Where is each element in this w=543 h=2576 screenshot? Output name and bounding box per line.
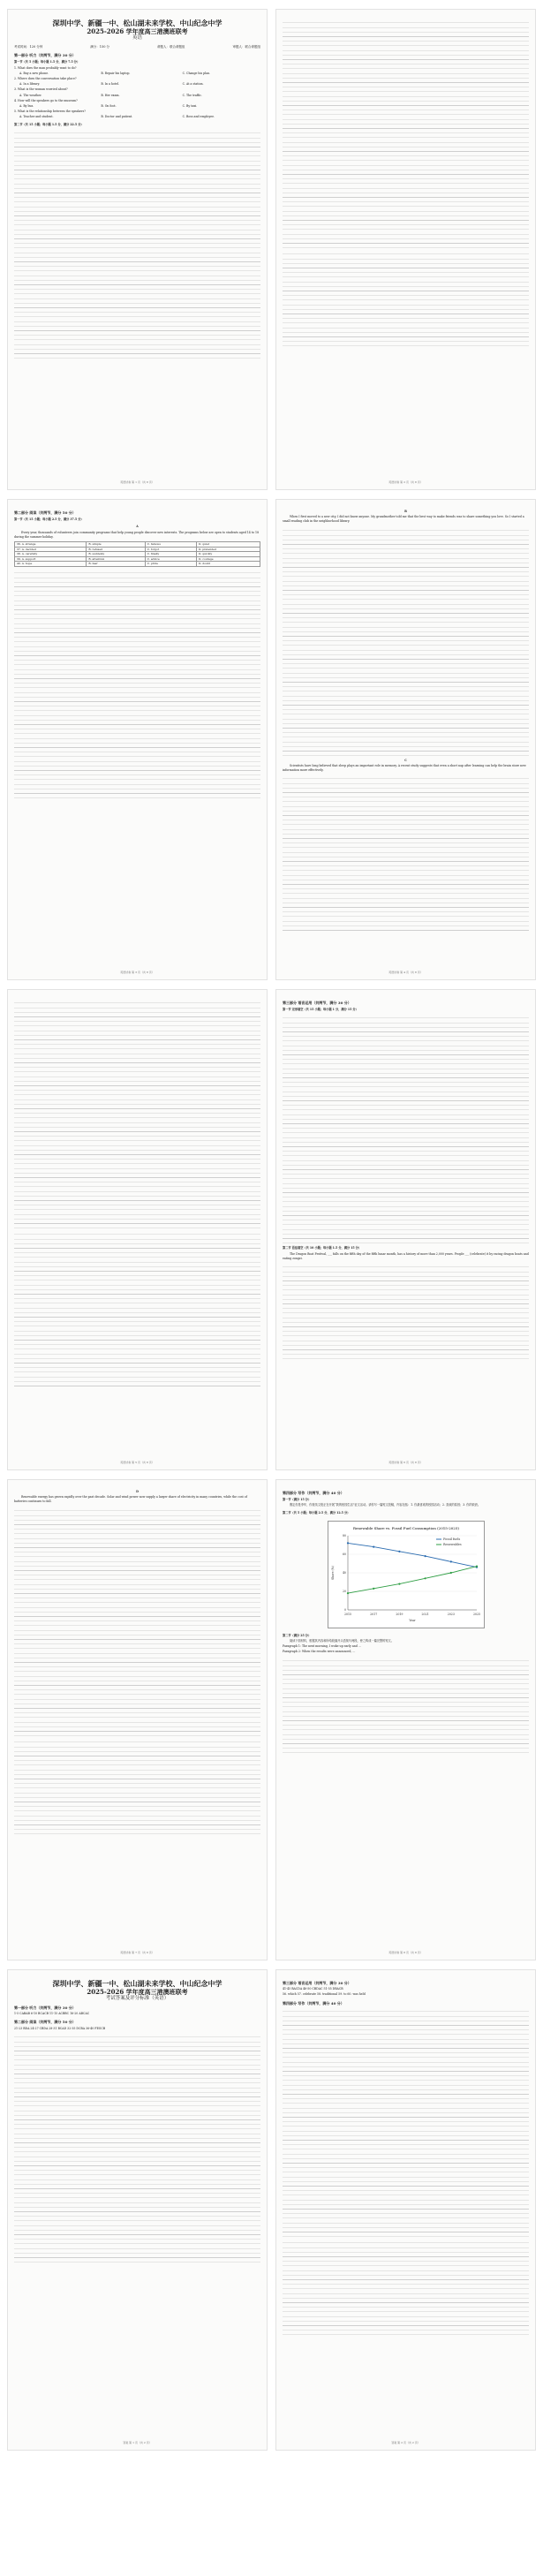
question-text-block: [283, 19, 529, 248]
listening-part-2: 第二节（共 15 小题；每小题 1.5 分，满分 22.5 分）: [14, 122, 84, 126]
question-text-block: [283, 2007, 529, 2237]
data-point: [398, 1551, 400, 1552]
exam-meta: 考试时间：120 分钟 满分：150 分 命题人：联合命题组 审题人：联合命题组: [14, 45, 260, 49]
passage-b-title: B: [404, 510, 407, 513]
page-row-4: [7, 1479, 536, 1960]
reading-answer-key: 21-23 BDA 24-27 CBDA 28-31 BCAD 32-35 DCBA 36-40 FEGCB: [14, 2026, 106, 2030]
writing-task-1: 假定你是李华，你校英文报正在开展“我的校园生活”征文活动。请你写一篇短文投稿，内容包括：1. 你最喜欢的校园活动；2. 喜欢的原因；3. 你的收获。: [290, 1503, 481, 1507]
answer-section-listening: 第一部分 听力（共两节，满分 30 分）: [14, 2006, 76, 2010]
data-point: [475, 1565, 477, 1567]
passage-d-text: Renewable energy has grown rapidly over the past decade. Solar and wind power now supply a larger share of electricity in many countries, while the cost of batteries continues to fall.: [14, 1495, 247, 1504]
answer-section-language: 第三部分 语言运用（共两节，满分 30 分）: [283, 1981, 351, 1985]
data-point: [449, 1572, 451, 1574]
cloze-heading: 第一节 完形填空（共 15 小题；每小题 1 分，满分 15 分）: [283, 1008, 358, 1012]
x-axis-label: Year: [408, 1618, 416, 1622]
grammar-heading: 第二节 语法填空（共 10 小题；每小题 1.5 分，满分 15 分）: [283, 1246, 362, 1250]
schools-heading: 深圳中学、新疆一中、松山湖未来学校、中山纪念中学: [52, 19, 222, 27]
y-tick-label: 40: [342, 1570, 346, 1575]
cloze-answer-key: 41-45 BACDA 46-50 CBDAC 51-55 DBACB: [283, 1987, 343, 1991]
data-point: [346, 1592, 348, 1594]
table-row: 38. A. carefully B. suddenly C. finally D. quickly: [15, 552, 260, 557]
question-4-options: A. By bus. B. On foot. C. By taxi.: [19, 104, 198, 109]
exam-page-3: [7, 499, 268, 980]
grammar-passage: The Dragon Boat Festival, ___ falls on the fifth day of the fifth lunar month, has a history of more than 2,000 years. People ___ (celebrate) it by racing dragon boats and eating zongzi.: [283, 1251, 529, 1260]
page-row-2: [7, 499, 536, 980]
question-text-block: [283, 2239, 529, 2336]
data-point: [424, 1555, 426, 1557]
data-point: [424, 1577, 426, 1579]
table-row: 39. A. support B. attention C. advice D. courage: [15, 556, 260, 562]
grammar-answer-key: 56. which 57. celebrate 58. traditional 59. to 60. was held: [283, 1992, 366, 1997]
question-text-block: [14, 129, 260, 359]
question-5: 5. What is the relationship between the speakers?: [14, 110, 87, 114]
question-text-block: [283, 1657, 529, 1754]
answer-section-reading: 第二部分 阅读（共两节，满分 50 分）: [14, 2020, 76, 2025]
exam-page-1: [7, 9, 268, 490]
cloze-options-table: [14, 541, 260, 567]
data-point: [449, 1560, 451, 1562]
question-4: 4. How will the speakers go to the museum?: [14, 98, 78, 102]
answer-page-2: [275, 1969, 536, 2451]
chart-title: Renewable Share vs. Fossil Fuel Consumption (2015-2025): [352, 1525, 459, 1530]
page-footer: 英语试卷 第 8 页（共 8 页）: [388, 1950, 423, 1954]
data-point: [373, 1545, 374, 1547]
question-text-block: [14, 2033, 260, 2262]
passage-a-text: Every year, thousands of volunteers join community programs that help young people discover new interests. The programs below are open to students aged 14 to 18 during the summer holiday.: [14, 530, 260, 539]
x-tick-label: 2025: [472, 1612, 480, 1616]
data-point: [398, 1583, 400, 1584]
question-text-block: [14, 999, 260, 1228]
writing-task-2: 阅读下面材料，根据其内容和所给段落开头语续写两段，使之构成一篇完整的短文。: [290, 1639, 394, 1643]
exam-page-7: [7, 1479, 268, 1960]
page-footer: 英语试卷 第 6 页（共 8 页）: [388, 1460, 423, 1464]
x-tick-label: 2023: [447, 1612, 455, 1616]
exam-page-4: [275, 499, 536, 980]
data-point: [373, 1588, 374, 1590]
exam-page-6: [275, 989, 536, 1470]
data-point: [346, 1542, 348, 1544]
page-row-3: [7, 989, 536, 1470]
passage-c-text: Scientists have long believed that sleep plays an important role in memory. A recent study suggests that even a short nap after learning can help the brain store new information more effectively.: [283, 763, 526, 773]
page-footer: 英语试卷 第 2 页（共 8 页）: [388, 480, 423, 484]
passage-d-title: D: [136, 1490, 139, 1493]
exam-title: 2025-2026 学年度高三港澳班联考: [87, 27, 188, 35]
question-text-block: [283, 250, 529, 347]
answer-section-writing: 第四部分 写作（共两节，满分 40 分）: [283, 2000, 344, 2006]
answer-schools-heading: 深圳中学、新疆一中、松山湖未来学校、中山纪念中学: [52, 1979, 222, 1988]
x-tick-label: 2021: [421, 1612, 429, 1616]
page-row-5: [7, 1969, 536, 2451]
x-tick-label: 2015: [343, 1612, 351, 1616]
question-5-options: A. Teacher and student. B. Doctor and patient. C. Boss and employee.: [19, 115, 215, 119]
table-row: 36. A. strange B. simple C. famous D. quiet: [15, 542, 260, 548]
answer-exam-title: 2025-2026 学年度高三港澳班联考: [87, 1988, 188, 1996]
legend-label: Fossil fuels: [442, 1537, 460, 1542]
y-tick-label: 60: [342, 1552, 346, 1556]
writing-para-1-prompt: Paragraph 1: The next morning, I woke up early and ...: [283, 1644, 361, 1649]
question-2-options: A. In a library. B. In a hotel. C. At a station.: [19, 82, 204, 87]
exam-page-5: [7, 989, 268, 1470]
page-footer: 答案 第 1 页（共 2 页）: [123, 2440, 152, 2444]
chart-svg: [328, 1522, 484, 1628]
page-footer: 英语试卷 第 1 页（共 8 页）: [120, 480, 155, 484]
question-text-block: [283, 1014, 529, 1243]
legend-label: Renewables: [442, 1543, 462, 1547]
page-footer: 英语试卷 第 5 页（共 8 页）: [120, 1460, 155, 1464]
question-text-block: [283, 526, 529, 756]
series-line-0: [348, 1543, 477, 1567]
question-3-options: A. The weather. B. Her exam. C. The traffic.: [19, 93, 202, 97]
question-text-block: [283, 774, 529, 933]
section-language: 第三部分 语言运用（共两节，满分 30 分）: [283, 1001, 351, 1005]
table-row: 37. A. decided B. refused C. forgot D. pretended: [15, 547, 260, 552]
section-writing: 第四部分 写作（共两节，满分 40 分）: [283, 1491, 344, 1495]
section-reading: 第二部分 阅读（共两节，满分 50 分）: [14, 510, 76, 515]
line-chart: [328, 1521, 485, 1628]
x-tick-label: 2019: [395, 1612, 403, 1616]
passage-b-text: When I first moved to a new city, I did not know anyone. My grandmother told me that the best way to make friends was to share something you love. So I started a small reading club in the neighborhood library.: [283, 515, 524, 524]
writing-part-1: 第一节（满分 15 分）: [283, 1498, 312, 1502]
question-text-block: [14, 1230, 260, 1389]
passage-a-title: A: [136, 525, 139, 529]
writing-para-2-prompt: Paragraph 2: When the results were announced, ...: [283, 1650, 356, 1654]
question-2: 2. Where does the conversation take place?: [14, 77, 77, 81]
y-tick-label: 0: [343, 1607, 346, 1612]
reading-part-1: 第一节（共 15 小题；每小题 2.5 分，满分 37.5 分）: [14, 517, 84, 522]
question-text-block: [14, 1738, 260, 1835]
question-text-block: [14, 1507, 260, 1736]
answer-title: 考试答案及评分标准（英语）: [105, 1996, 170, 2001]
page-footer: 英语试卷 第 7 页（共 8 页）: [120, 1950, 155, 1954]
exam-page-2: [275, 9, 536, 490]
question-text-block: [283, 1263, 529, 1360]
series-line-1: [348, 1566, 477, 1592]
writing-part-2: 第二节（满分 25 分）: [283, 1633, 312, 1637]
answer-page-1: [7, 1969, 268, 2451]
question-1: 1. What does the man probably want to do?: [14, 65, 77, 70]
page-footer: 英语试卷 第 3 页（共 8 页）: [120, 970, 155, 974]
question-text-block: [14, 569, 260, 798]
reading-part-2: 第二节（共 5 小题；每小题 2.5 分，满分 12.5 分）: [283, 1510, 351, 1515]
question-3: 3. What is the woman worried about?: [14, 87, 68, 92]
exam-page-8: [275, 1479, 536, 1960]
y-axis-label: Share (%): [330, 1565, 335, 1580]
subject-title: 英语: [132, 35, 142, 41]
question-1-options: A. Buy a new phone. B. Repair his laptop. C. Change his plan.: [19, 71, 211, 75]
listening-answer-key: 1-5 CABAB 6-10 BCACB 11-15 ACBBC 16-20 ABCAC: [14, 2012, 90, 2016]
page-footer: 答案 第 2 页（共 2 页）: [391, 2440, 420, 2444]
page-footer: 英语试卷 第 4 页（共 8 页）: [388, 970, 423, 974]
listening-part-1: 第一节（共 5 小题；每小题 1.5 分，满分 7.5 分）: [14, 60, 80, 64]
passage-c-title: C: [404, 758, 407, 762]
section-listening: 第一部分 听力（共两节，满分 30 分）: [14, 53, 76, 58]
table-row: 40. A. hope B. fear C. pride D. doubt: [15, 562, 260, 567]
y-tick-label: 20: [342, 1589, 346, 1593]
page-row-1: [7, 9, 536, 490]
y-tick-label: 80: [342, 1533, 346, 1537]
x-tick-label: 2017: [369, 1612, 377, 1616]
